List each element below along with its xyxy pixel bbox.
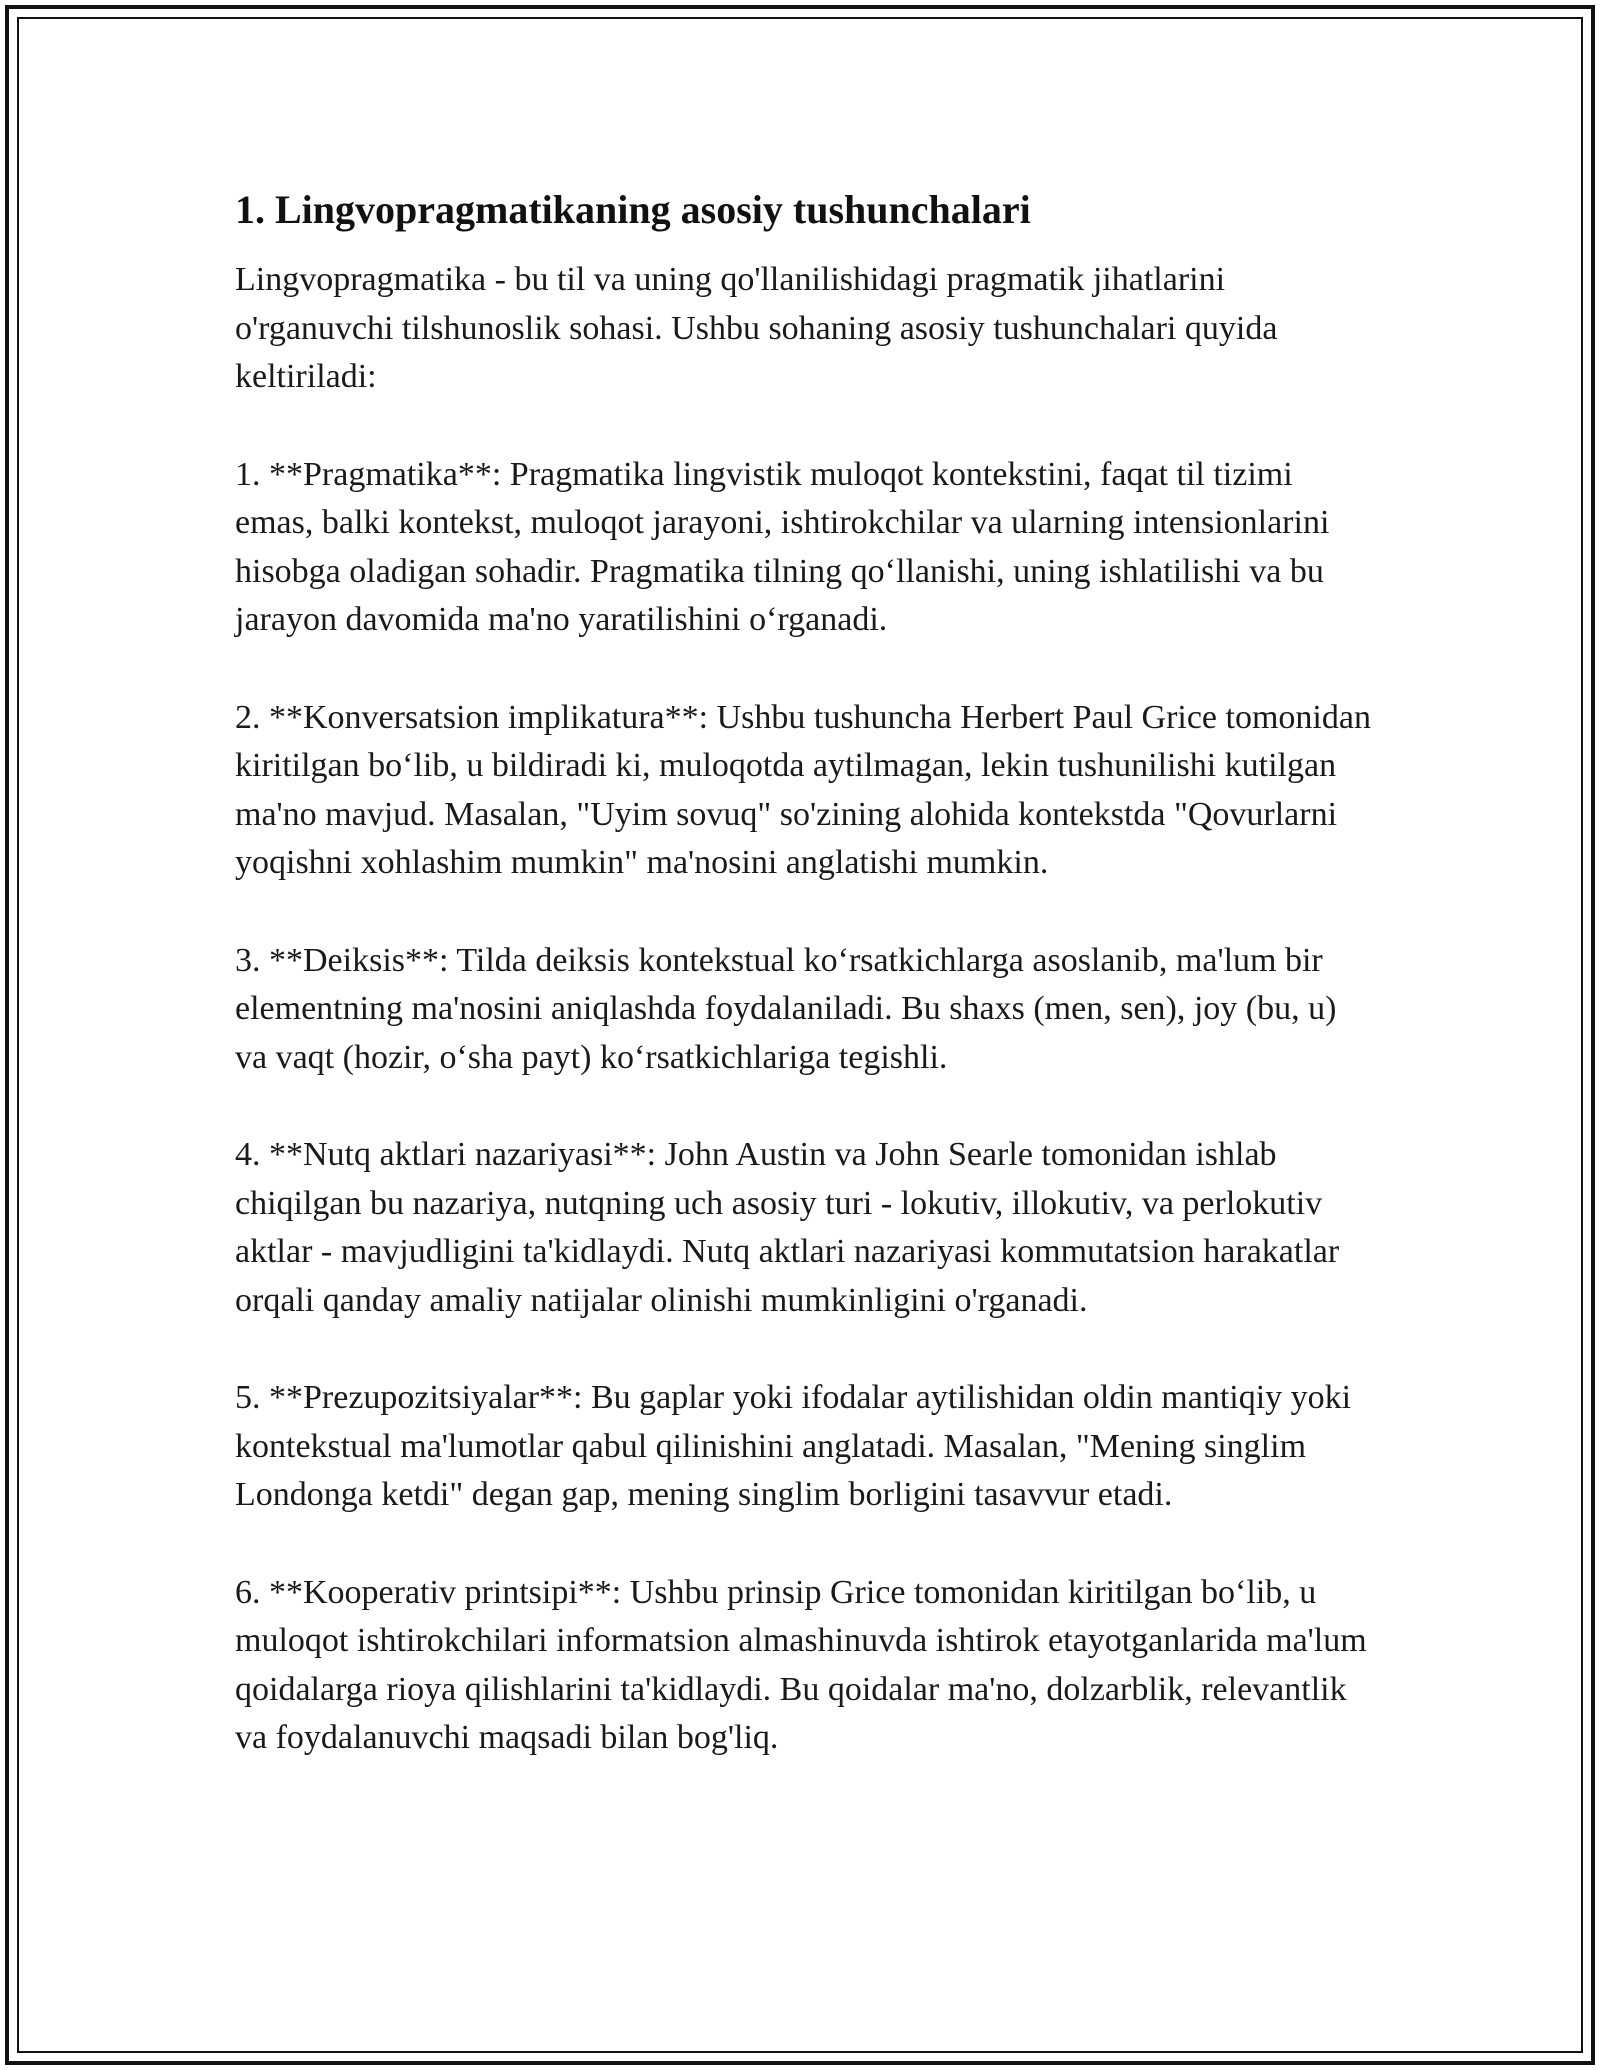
- concept-item-prezupozitsiyalar: 5. **Prezupozitsiyalar**: Bu gaplar yoki ifodalar aytilishidan oldin mantiqiy yoki kontekstual ma'lumotlar qabul qilinishini anglatadi. Masalan, "Mening singlim Londonga ketdi" degan gap, mening singlim borligini tasavvur etadi.: [235, 1379, 1352, 1513]
- document-body: [235, 186, 1375, 1763]
- concept-item-konversatsion-implikatura: 2. **Konversatsion implikatura**: Ushbu tushuncha Herbert Paul Grice tomonidan kiritilgan bo‘lib, u bildiradi ki, muloqotda aytilmagan, lekin tushunilishi kutilgan ma'no mavjud. Masalan, "Uyim sovuq" so'zining alohida kontekstda "Qovurlarni yoqishni xohlashim mumkin" ma'nosini anglatishi mumkin.: [235, 698, 1371, 881]
- concept-item-nutq-aktlari: 4. **Nutq aktlari nazariyasi**: John Austin va John Searle tomonidan ishlab chiqilgan bu nazariya, nutqning uch asosiy turi - lokutiv, illokutiv, va perlokutiv aktlar - mavjudligini ta'kidlaydi. Nutq aktlari nazariyasi kommutatsion harakatlar orqali qanday amaliy natijalar olinishi mumkinligini o'rganadi.: [235, 1136, 1340, 1319]
- concept-item-kooperativ-printsipi: 6. **Kooperativ printsipi**: Ushbu prinsip Grice tomonidan kiritilgan bo‘lib, u muloqot ishtirokchilari informatsion almashinuvda ishtirok etayotganlarida ma'lum qoidalarga rioya qilishlarini ta'kidlaydi. Bu qoidalar ma'no, dolzarblik, relevantlik va foydalanuvchi maqsadi bilan bog'liq.: [235, 1573, 1367, 1756]
- intro-paragraph: Lingvopragmatika - bu til va uning qo'llanilishidagi pragmatik jihatlarini o'rganuvchi tilshunoslik sohasi. Ushbu sohaning asosiy tushunchalari quyida keltiriladi:: [235, 261, 1278, 395]
- concept-item-pragmatika: 1. **Pragmatika**: Pragmatika lingvistik muloqot kontekstini, faqat til tizimi emas, balki kontekst, muloqot jarayoni, ishtirokchilar va ularning intensionlarini hisobga oladigan sohadir. Pragmatika tilning qo‘llanishi, uning ishlatilishi va bu jarayon davomida ma'no yaratilishini o‘rganadi.: [235, 455, 1330, 638]
- section-heading: 1. Lingvopragmatikaning asosiy tushunchalari: [235, 187, 1031, 232]
- concept-item-deiksis: 3. **Deiksis**: Tilda deiksis kontekstual ko‘rsatkichlarga asoslanib, ma'lum bir elementning ma'nosini aniqlashda foydalaniladi. Bu shaxs (men, sen), joy (bu, u) va vaqt (hozir, o‘sha payt) ko‘rsatkichlariga tegishli.: [235, 941, 1337, 1076]
